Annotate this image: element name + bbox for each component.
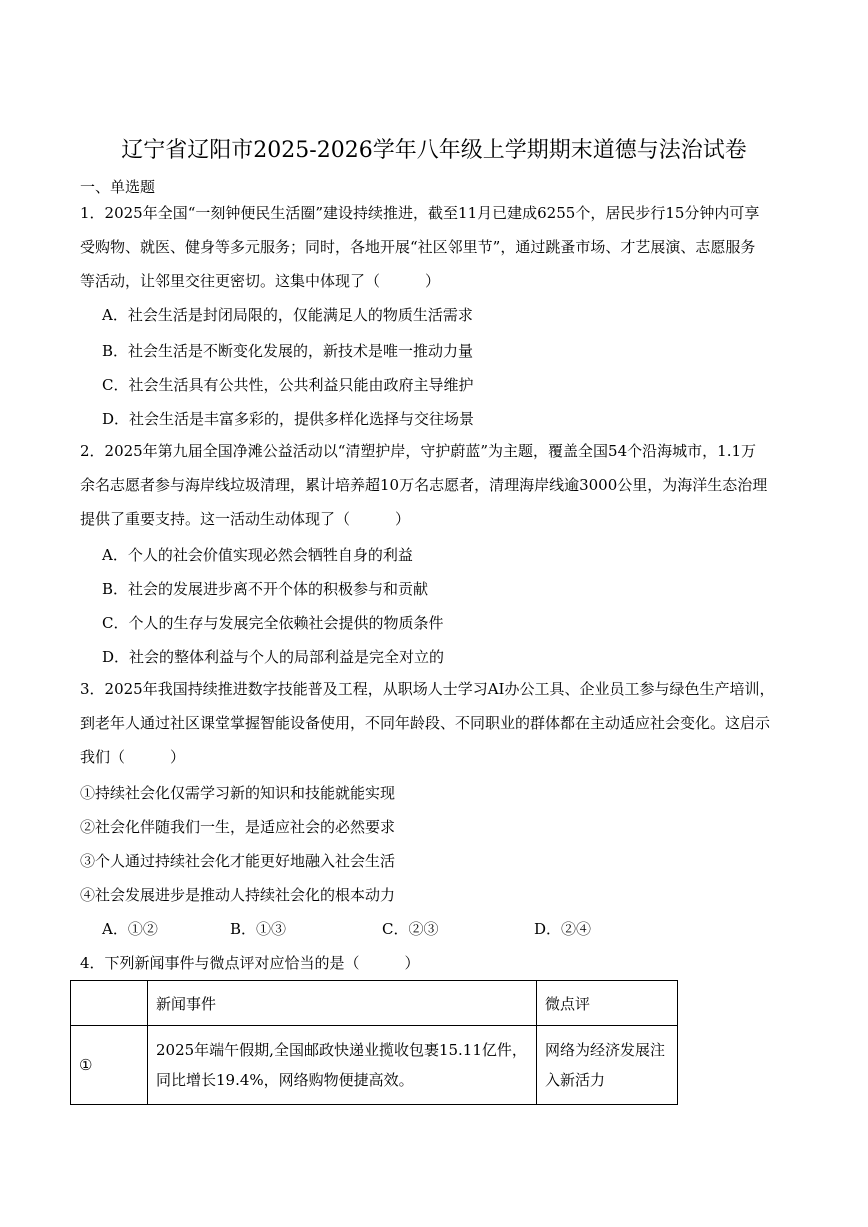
question-line: 3．2025年我国持续推进数字技能普及工程，从职场人士学习AI办公工具、企业员工参与绿色生产培训， (80, 680, 775, 698)
q2-option-d: D．社会的整体利益与个人的局部利益是完全对立的 (102, 648, 445, 666)
comment-line: 网络为经济发展注 (545, 1041, 666, 1059)
q1-option-c: C．社会生活具有公共性，公共利益只能由政府主导维护 (102, 376, 474, 394)
exam-title: 辽宁省辽阳市2025-2026学年八年级上学期期末道德与法治试卷 (121, 138, 747, 163)
table-header-cell: 新闻事件 (148, 981, 537, 1026)
table-header-row (71, 981, 678, 1026)
table-cell-num: ① (71, 1026, 148, 1105)
question-3-stem (80, 672, 790, 774)
table-header-cell: 微点评 (537, 981, 678, 1026)
q3-statement-1: ①持续社会化仅需学习新的知识和技能就能实现 (80, 784, 396, 802)
section-heading: 一、单选题 (80, 178, 156, 196)
question-line: 等活动，让邻里交往更密切。这集中体现了（ ） (80, 272, 441, 290)
q3-option-c: C．②③ (382, 920, 439, 938)
comment-line: 入新活力 (545, 1071, 606, 1089)
table-header-cell (71, 981, 148, 1026)
q2-option-a: A．个人的社会价值实现必然会牺牲自身的利益 (102, 546, 413, 564)
question-line: 到老年人通过社区课堂掌握智能设备使用，不同年龄段、不同职业的群体都在主动适应社会变化。这启示 (80, 714, 771, 732)
q3-statement-3: ③个人通过持续社会化才能更好地融入社会生活 (80, 852, 396, 870)
question-2-stem (80, 434, 790, 536)
question-line: 受购物、就医、健身等多元服务；同时，各地开展“社区邻里节”，通过跳蚤市场、才艺展演、志愿服务 (80, 238, 756, 256)
news-comment-table (70, 980, 678, 1105)
table-row (71, 1026, 678, 1105)
table-cell-comment (537, 1026, 678, 1105)
q2-option-c: C．个人的生存与发展完全依赖社会提供的物质条件 (102, 614, 444, 632)
question-4-stem: 4．下列新闻事件与微点评对应恰当的是（ ） (80, 954, 420, 972)
q1-option-a: A．社会生活是封闭局限的，仅能满足人的物质生活需求 (102, 306, 473, 324)
question-line: 1．2025年全国“一刻钟便民生活圈”建设持续推进，截至11月已建成6255个，居民步行15分钟内可享 (80, 204, 760, 222)
q3-option-b: B．①③ (230, 920, 287, 938)
question-line: 余名志愿者参与海岸线垃圾清理，累计培养超10万名志愿者，清理海岸线逾3000公里，为海洋生态治理 (80, 476, 768, 494)
question-line: 提供了重要支持。这一活动生动体现了（ ） (80, 510, 411, 528)
q3-statement-2: ②社会化伴随我们一生，是适应社会的必然要求 (80, 818, 396, 836)
event-line: 2025年端午假期,全国邮政快递业揽收包裹15.11亿件， (156, 1041, 527, 1059)
q1-option-b: B．社会生活是不断变化发展的，新技术是唯一推动力量 (102, 342, 474, 360)
q3-statement-4: ④社会发展进步是推动人持续社会化的根本动力 (80, 886, 396, 904)
question-line: 2．2025年第九届全国净滩公益活动以“清塑护岸，守护蔚蓝”为主题，覆盖全国54个沿海城市，1.1万 (80, 442, 757, 460)
question-1-stem (80, 196, 790, 298)
q2-option-b: B．社会的发展进步离不开个体的积极参与和贡献 (102, 580, 429, 598)
event-line: 同比增长19.4%，网络购物便捷高效。 (156, 1071, 414, 1089)
q3-option-a: A．①② (102, 920, 158, 938)
q3-option-d: D．②④ (534, 920, 592, 938)
question-line: 我们（ ） (80, 748, 186, 766)
q1-option-d: D．社会生活是丰富多彩的，提供多样化选择与交往场景 (102, 410, 475, 428)
table-cell-event (148, 1026, 537, 1105)
